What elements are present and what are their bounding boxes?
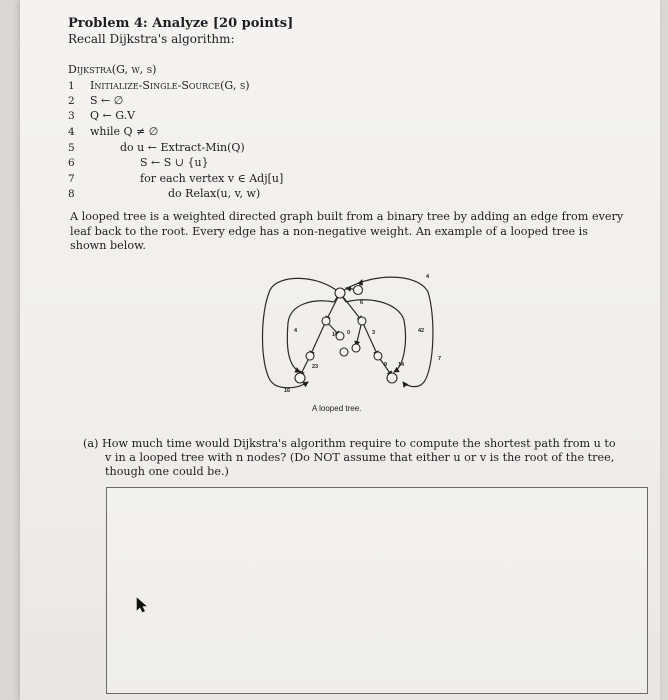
looped-tree-description: A looped tree is a weighted directed graph built from a binary tree by adding an edge from every leaf back to the root. Every edge has a non-negative weight. An example of a looped tree is shown below. (70, 210, 624, 252)
question-label: (a) (83, 437, 99, 450)
algorithm-line: Q ← G.V (90, 109, 136, 122)
line-number: 3 (68, 110, 75, 122)
line-number: 6 (68, 157, 75, 169)
algorithm-line: S ← S ∪ {u} (140, 156, 209, 169)
edge-label: 42 (418, 328, 425, 334)
edge-label: 4 (294, 328, 298, 334)
document-page (20, 0, 660, 700)
edge-label: 0 (347, 330, 351, 336)
edge-label: 16 (284, 388, 291, 394)
edge-label: 23 (312, 364, 319, 370)
line-number: 1 (68, 80, 75, 92)
edge-label: 14 (398, 362, 405, 368)
line-number: 5 (68, 142, 75, 154)
line-number: 2 (68, 95, 75, 107)
mouse-pointer-icon (136, 597, 148, 613)
question-a (83, 437, 623, 479)
algorithm-line: do u ← Extract-Min(Q) (120, 141, 245, 154)
question-text: How much time would Dijkstra's algorithm require to compute the shortest path from u to v in a looped tree with n nodes? (Do NOT assume that either u or v is the root of the tree, though one could be.) (101, 437, 616, 478)
edge-label: 3 (372, 330, 376, 336)
figure-caption: A looped tree. (312, 404, 362, 413)
edge-label: 17 (332, 332, 339, 338)
line-number: 4 (68, 126, 75, 138)
line-number: 8 (68, 188, 75, 200)
algorithm-line: S ← ∅ (90, 94, 124, 107)
algorithm-line: do Relax(u, v, w) (168, 187, 261, 200)
looped-tree-figure (258, 268, 442, 396)
edge-label: 6 (360, 300, 364, 306)
problem-title: Problem 4: Analyze [20 points] (68, 16, 294, 31)
answer-textarea[interactable] (106, 487, 648, 694)
edge-label: 4 (426, 274, 430, 280)
algorithm-line: while Q ≠ ∅ (90, 125, 159, 138)
edge-label: 7 (438, 356, 442, 362)
algorithm-line: for each vertex v ∈ Adj[u] (140, 172, 284, 185)
recall-text: Recall Dijkstra's algorithm: (68, 32, 235, 46)
line-number: 7 (68, 173, 75, 185)
edge-label: 9 (384, 362, 388, 368)
algorithm-header: Dijkstra(G, w, s) (68, 63, 157, 76)
algorithm-line: Initialize-Single-Source(G, s) (90, 79, 250, 92)
